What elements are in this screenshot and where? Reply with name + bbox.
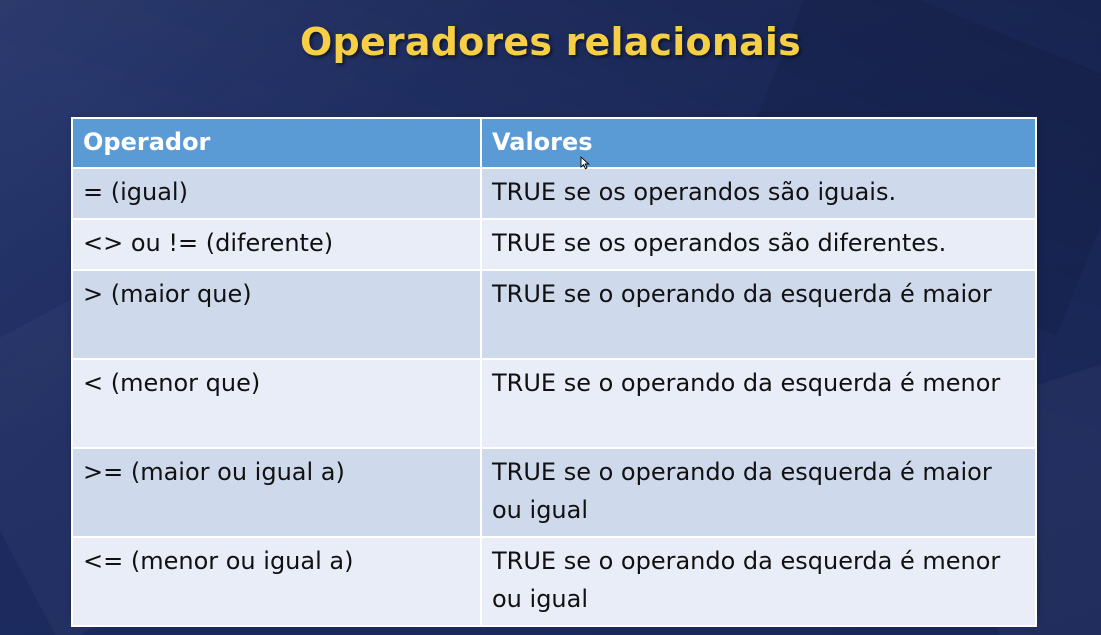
value-cell: TRUE se o operando da esquerda é menor bbox=[481, 359, 1036, 448]
value-cell: TRUE se os operandos são diferentes. bbox=[481, 219, 1036, 270]
operators-table bbox=[71, 117, 1037, 627]
value-cell: TRUE se o operando da esquerda é maior ou igual bbox=[481, 448, 1036, 537]
value-cell: TRUE se o operando da esquerda é menor ou igual bbox=[481, 537, 1036, 626]
table-row bbox=[72, 448, 1036, 537]
table-row bbox=[72, 359, 1036, 448]
operator-cell: = (igual) bbox=[72, 168, 481, 219]
table-row bbox=[72, 168, 1036, 219]
value-cell: TRUE se o operando da esquerda é maior bbox=[481, 270, 1036, 359]
table-row bbox=[72, 537, 1036, 626]
mouse-pointer-icon bbox=[580, 156, 590, 170]
slide-title: Operadores relacionais bbox=[300, 20, 801, 64]
operator-cell: > (maior que) bbox=[72, 270, 481, 359]
operator-cell: < (menor que) bbox=[72, 359, 481, 448]
table-row bbox=[72, 219, 1036, 270]
column-header-values: Valores bbox=[481, 118, 1036, 168]
operator-cell: <> ou != (diferente) bbox=[72, 219, 481, 270]
table-row bbox=[72, 270, 1036, 359]
value-cell: TRUE se os operandos são iguais. bbox=[481, 168, 1036, 219]
operator-cell: <= (menor ou igual a) bbox=[72, 537, 481, 626]
operators-table-container bbox=[71, 117, 1035, 614]
table-header-row bbox=[72, 118, 1036, 168]
operator-cell: >= (maior ou igual a) bbox=[72, 448, 481, 537]
column-header-operator: Operador bbox=[72, 118, 481, 168]
